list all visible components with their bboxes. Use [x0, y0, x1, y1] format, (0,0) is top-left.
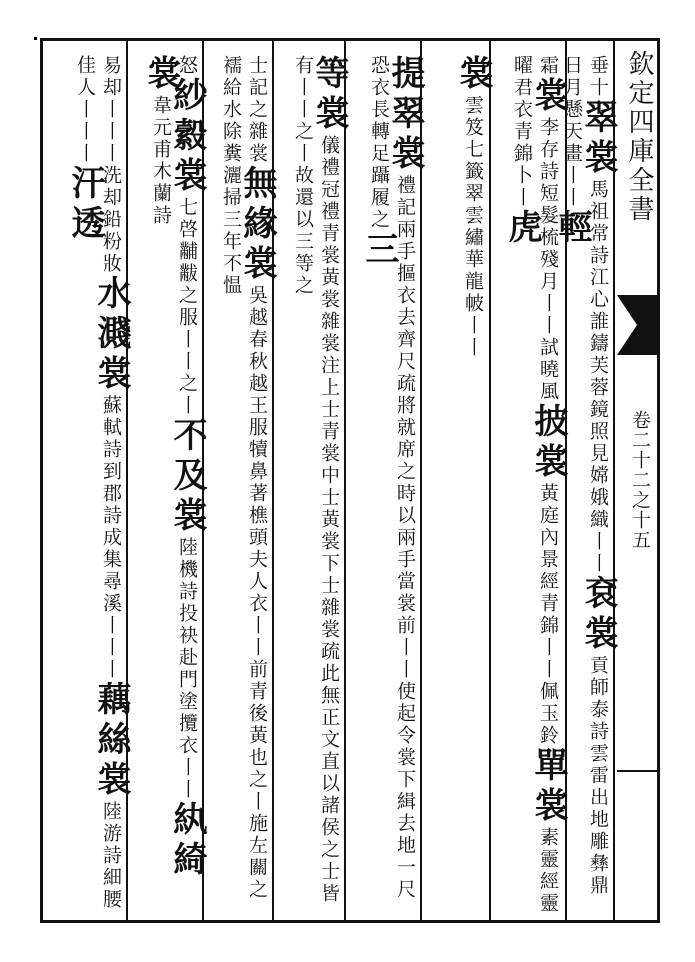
frame-border-bottom — [40, 920, 660, 923]
text-column-8: 易却丨丨丨洗却鉛粉妝水濺裳蘇軾詩到郡詩成集尋溪丨丨丨藕絲裳陸游詩細腰佳人丨丨丨汗透 — [65, 55, 131, 911]
juan-number: 卷二十二之十五 — [629, 410, 651, 550]
column-rule — [344, 41, 346, 920]
column-rule — [489, 41, 491, 920]
frame-border-right — [657, 38, 660, 923]
book-title: 欽定四庫全書 — [624, 50, 654, 224]
text-column-1: 垂十翠裳馬祖常詩江心誰鑄芙蓉鏡照見嫦娥織丨丨袞裳貢師泰詩雲雷出地雕彝鼎日月懸天畫丨丨輕 — [552, 55, 618, 897]
fish-tail-icon — [617, 295, 657, 355]
margin-divider — [617, 770, 657, 772]
text-column-5: 等裳儀禮冠禮青裳黃裳雜裳注上士青裳中士黃裳下士雜裳疏此無正文直以諸侯之士皆有丨丨之丨故還以三等之 — [292, 55, 349, 905]
text-column-7: 怒紗縠裳七啓黼黻之服丨丨之丨不及裳陸機詩投袂赴門塗攬衣丨丨紈綺裳韋元甫木蘭詩 — [141, 55, 207, 881]
text-column-3: 裳雲笈七籤翠雲繡華龍帔丨丨 — [453, 55, 493, 359]
scan-speck — [34, 37, 37, 40]
frame-border-top — [40, 38, 660, 41]
text-column-4: 提翠裳禮記兩手摳衣去齊尺疏將就席之時以兩手當裳前丨丨使起令裳下緝去地一尺恐衣長轉足躡履之三 — [359, 55, 425, 901]
frame-border-left — [40, 38, 43, 923]
text-column-2: 霜裳李存詩短髮梳殘月丨丨試曉風披裳黃庭內景經青錦丨丨佩玉鈴單裳素靈經靈曜君衣青錦卜丨虎 — [502, 55, 568, 915]
text-column-6: 士記之雜裳無緣裳吳越春秋越王服犢鼻著樵頭夫人衣丨丨前青後黃也之丨施左關之襦給水除糞灑掃三年不愠 — [220, 55, 277, 901]
